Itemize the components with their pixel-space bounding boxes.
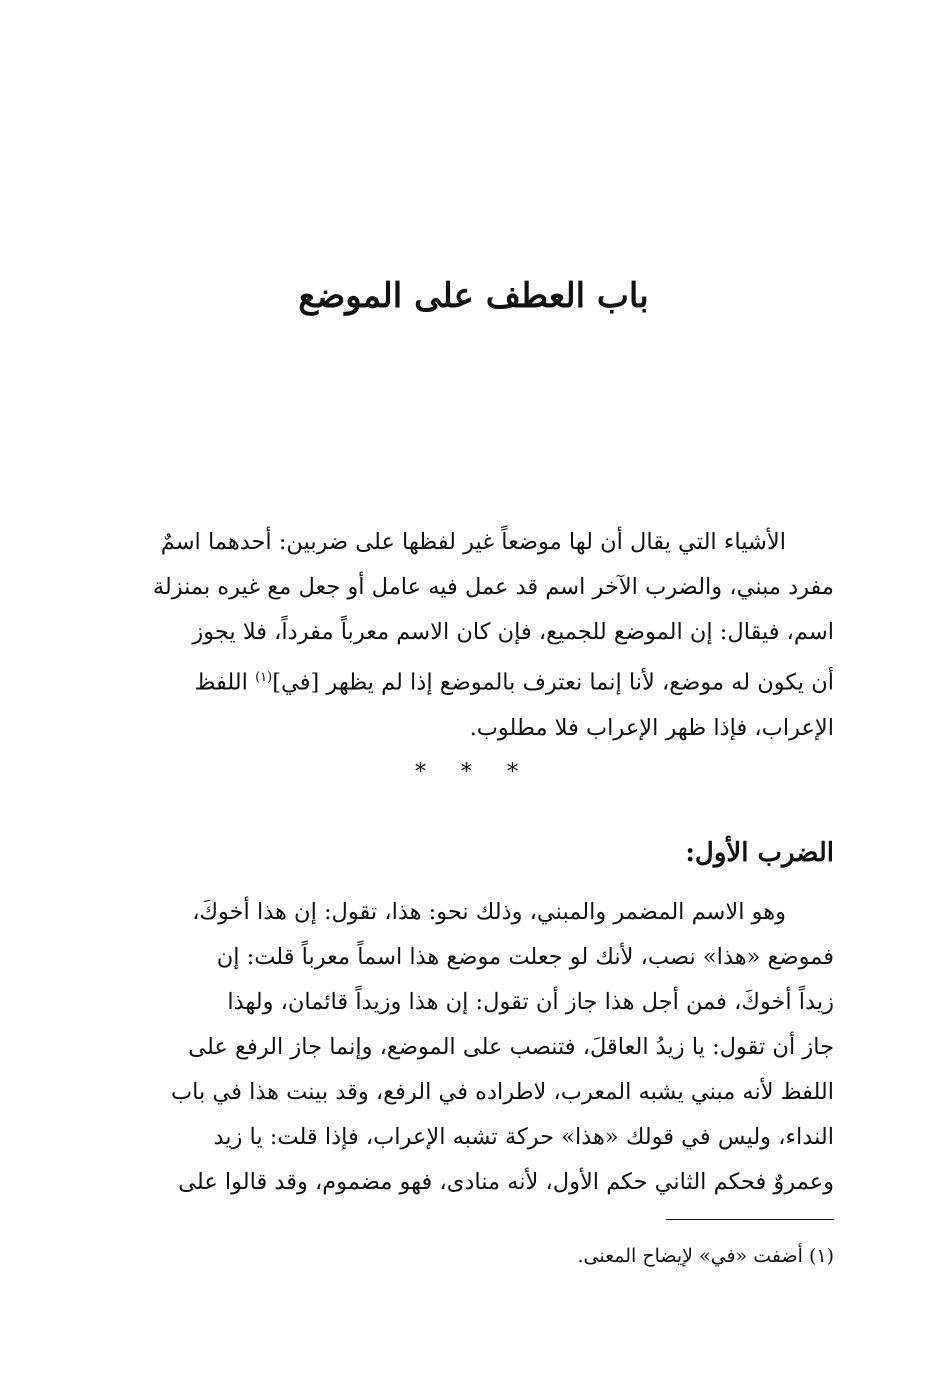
intro-line: الإعراب، فإذا ظهر الإعراب فلا مطلوب. bbox=[469, 714, 834, 741]
section-heading: الضرب الأول: bbox=[685, 838, 834, 868]
section-line: وهو الاسم المضمر والمبني، وذلك نحو: هذا، تقول: إن هذا أخوكَ، bbox=[192, 899, 786, 925]
section-line: جاز أن تقول: يا زيدُ العاقلَ، فتنصب على الموضع، وإنما جاز الرفع على bbox=[188, 1034, 834, 1060]
footnote-marker: (١) bbox=[255, 670, 273, 685]
section-line: النداء، وليس في قولك «هذا» حركة تشبه الإعراب، فإذا قلت: يا زيد bbox=[213, 1124, 834, 1150]
footnote: (١) أضفت «في» لإيضاح المعنى. bbox=[577, 1245, 834, 1267]
section-separator: * * * bbox=[415, 760, 532, 785]
intro-paragraph bbox=[112, 520, 834, 751]
section-line: زيداً أخوكَ، فمن أجل هذا جاز أن تقول: إن هذا وزيداً قائمان، ولهذا bbox=[227, 989, 834, 1015]
intro-line: الأشياء التي يقال أن لها موضعاً غير لفظها على ضربين: أحدهما اسمٌ bbox=[160, 529, 786, 555]
section-line: اللفظ لأنه مبني يشبه المعرب، لاطراده في الرفع، وقد بينت هذا في باب bbox=[170, 1079, 834, 1105]
intro-line bbox=[112, 655, 834, 706]
intro-line: اسم، فيقال: إن الموضع للجميع، فإن كان الاسم معرباً مفرداً، فلا يجوز bbox=[192, 619, 834, 645]
footnote-divider bbox=[666, 1219, 834, 1220]
section-paragraph bbox=[112, 890, 834, 1205]
intro-line-tail: اللفظ bbox=[194, 669, 256, 696]
chapter-title: باب العطف على الموضع bbox=[298, 276, 649, 316]
section-line: وعمروٌ فحكم الثاني حكم الأول، لأنه منادى، فهو مضموم، وقد قالوا على bbox=[178, 1169, 834, 1195]
section-line: فموضع «هذا» نصب، لأنك لو جعلت موضع هذا اسماً معرباً قلت: إن bbox=[216, 944, 834, 970]
intro-line: مفرد مبني، والضرب الآخر اسم قد عمل فيه عامل أو جعل مع غيره بمنزلة bbox=[152, 574, 834, 600]
intro-line-text: أن يكون له موضع، لأنا إنما نعترف بالموضع إذا لم يظهر [في] bbox=[272, 669, 834, 696]
